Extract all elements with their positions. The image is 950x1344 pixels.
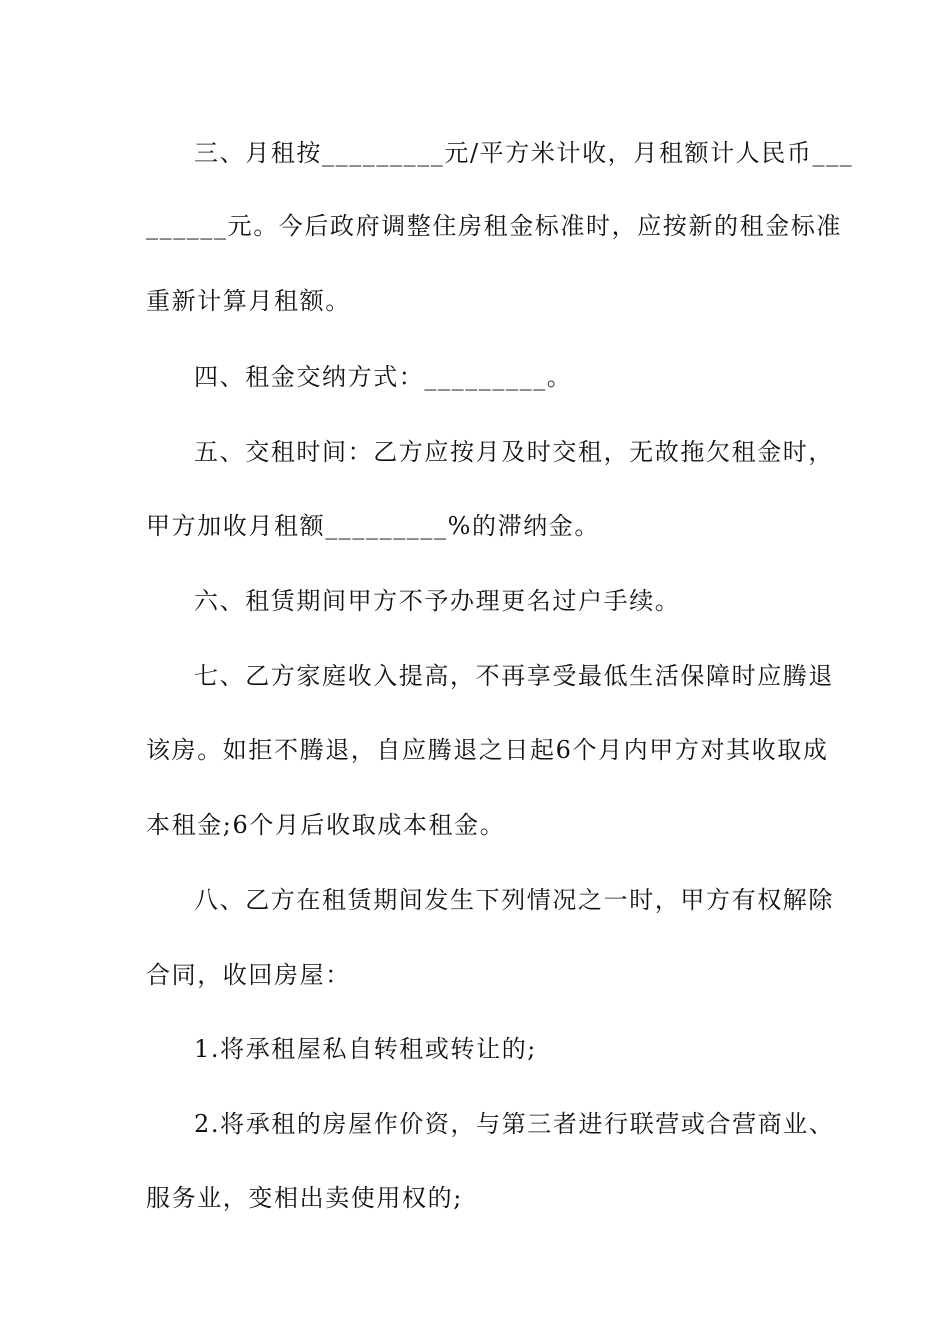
list-item-2-line-1: 2.将承租的房屋作价资，与第三者进行联营或合营商业、 xyxy=(194,1110,835,1138)
list-item-2-line-2: 服务业，变相出卖使用权的; xyxy=(146,1184,463,1212)
paragraph-5-line-2: 甲方加收月租额_________%的滞纳金。 xyxy=(146,512,601,540)
paragraph-4: 四、租金交纳方式：_________。 xyxy=(194,363,573,391)
paragraph-3-line-1: 三、月租按_________元/平方米计收，月租额计人民币___ xyxy=(194,139,854,167)
paragraph-7-line-2: 该房。如拒不腾退，自应腾退之日起6个月内甲方对其收取成 xyxy=(146,736,829,764)
paragraph-7-line-3: 本租金;6个月后收取成本租金。 xyxy=(146,811,506,839)
paragraph-8-line-2: 合同，收回房屋： xyxy=(146,961,351,989)
paragraph-7-line-1: 七、乙方家庭收入提高，不再享受最低生活保障时应腾退 xyxy=(194,662,834,690)
paragraph-5-line-1: 五、交租时间：乙方应按月及时交租，无故拖欠租金时， xyxy=(194,438,834,466)
list-item-1: 1.将承租屋私自转租或转让的; xyxy=(194,1035,537,1063)
paragraph-8-line-1: 八、乙方在租赁期间发生下列情况之一时，甲方有权解除 xyxy=(194,886,834,914)
paragraph-3-line-3: 重新计算月租额。 xyxy=(146,287,351,315)
paragraph-3-line-2: ______元。今后政府调整住房租金标准时，应按新的租金标准 xyxy=(146,212,842,240)
paragraph-6: 六、租赁期间甲方不予办理更名过户手续。 xyxy=(194,587,681,615)
